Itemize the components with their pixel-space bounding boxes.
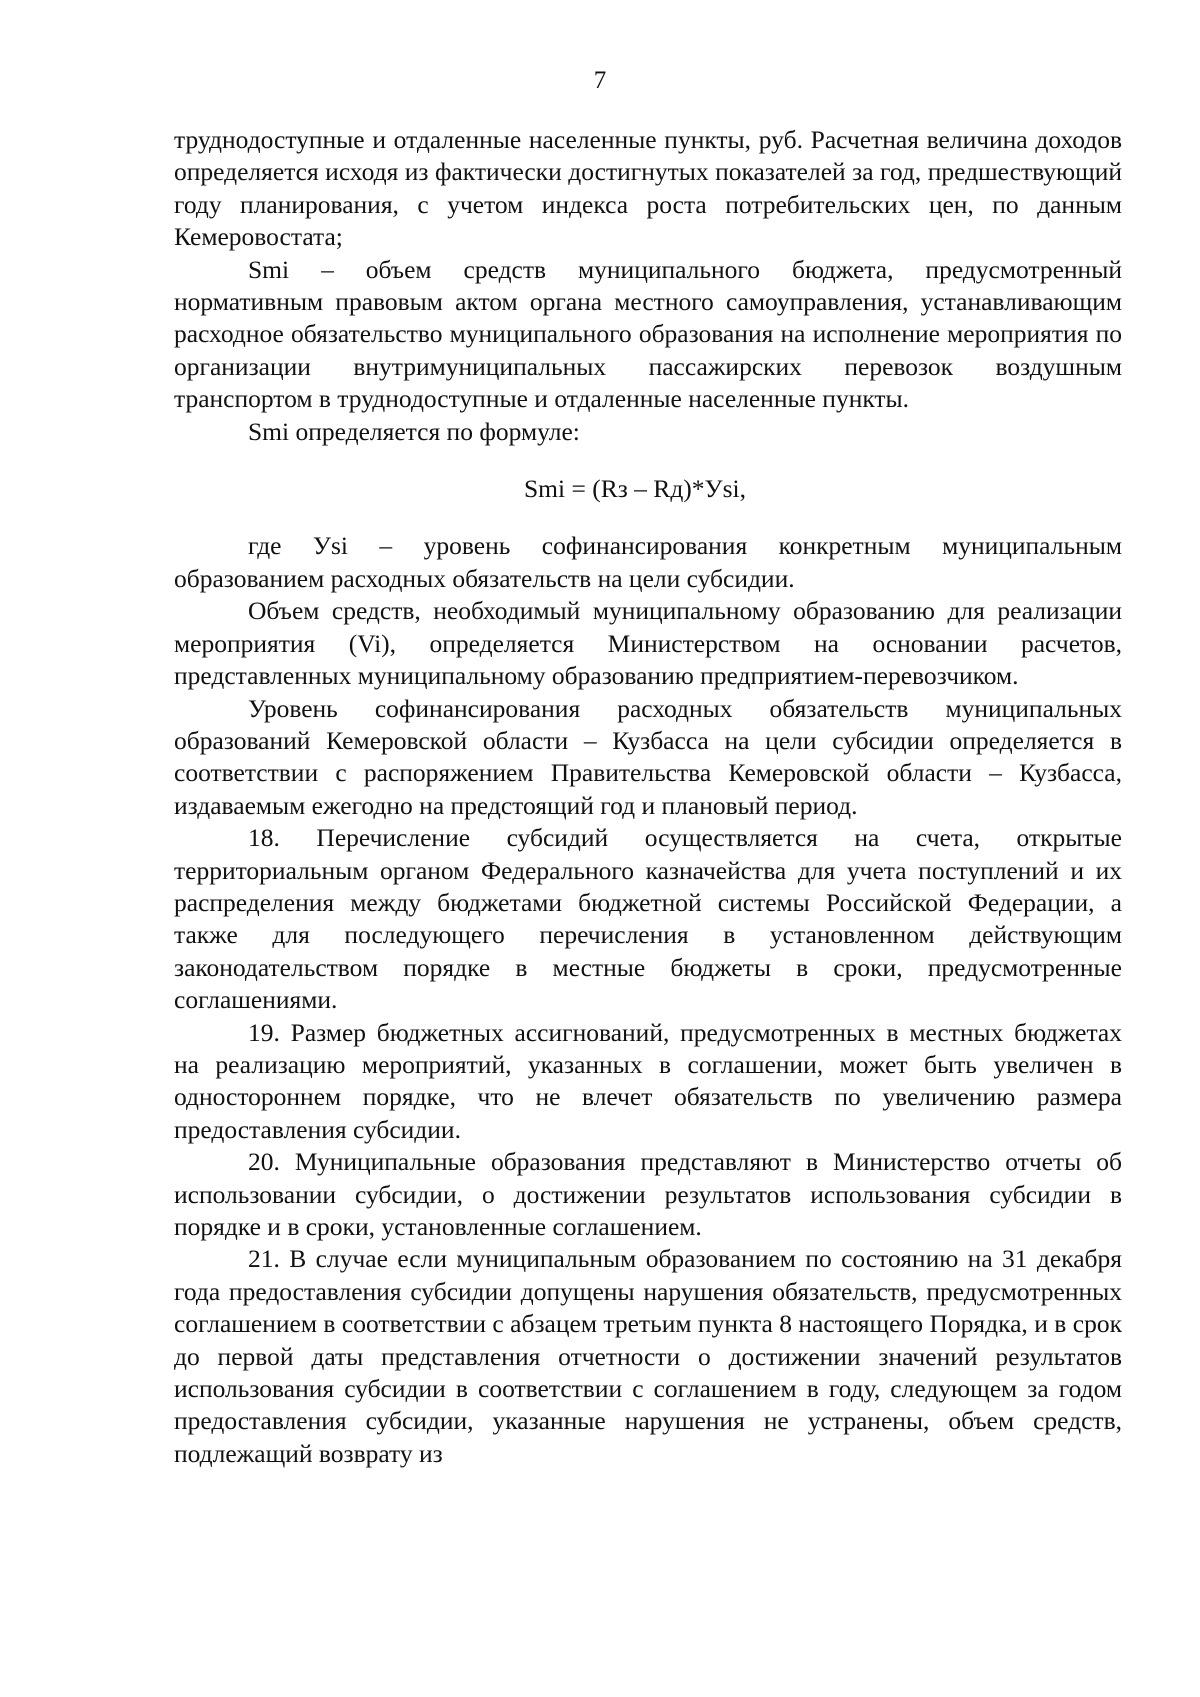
paragraph-item-21: 21. В случае если муниципальным образованием по состоянию на 31 декабря года предоставления субсидии допущены нарушения обязательств, предусмотренных соглашением в соответствии с абзацем третьим пункта 8 настоящего Порядка, и в срок до первой даты представления отчетности о достижении значений результатов использования субсидии в соответствии с соглашением в году, следующем за годом предоставления субсидии, указанные нарушения не устранены, объем средств, подлежащий возврату из (174, 1244, 1122, 1468)
paragraph: Объем средств, необходимый муниципальному образованию для реализации мероприятия (Vi), определяется Министерством на основании расчетов, представленных муниципальному образованию предприятием-перевозчиком. (174, 596, 1122, 691)
paragraph: Smi – объем средств муниципального бюджета, предусмотренный нормативным правовым актом органа местного самоуправления, устанавливающим расходное обязательство муниципального образования на исполнение мероприятия по организации внутримуниципальных пассажирских перевозок воздушным транспортом в труднодоступные и отдаленные населенные пункты. (174, 254, 1122, 414)
formula: Smi = (Rз – Rд)*Уsi, (524, 474, 746, 504)
paragraph: где Уsi – уровень софинансирования конкретным муниципальным образованием расходных обязательств на цели субсидии. (174, 531, 1122, 593)
document-body (174, 124, 1122, 1470)
paragraph-item-18: 18. Перечисление субсидий осуществляется на счета, открытые территориальным органом Федерального казначейства для учета поступлений и их распределения между бюджетами бюджетной системы Российской Федерации, а также для последующего перечисления в установленном действующим законодательством порядке в местные бюджеты в сроки, предусмотренные соглашениями. (174, 823, 1122, 1015)
paragraph-item-19: 19. Размер бюджетных ассигнований, предусмотренных в местных бюджетах на реализацию мероприятий, указанных в соглашении, может быть увеличен в одностороннем порядке, что не влечет обязательств по увеличению размера предоставления субсидии. (174, 1017, 1122, 1144)
page-number: 7 (593, 67, 607, 94)
paragraph-item-20: 20. Муниципальные образования представляют в Министерство отчеты об использовании субсидии, о достижении результатов использования субсидии в порядке и в сроки, установленные соглашением. (174, 1147, 1122, 1241)
paragraph: Уровень софинансирования расходных обязательств муниципальных образований Кемеровской области – Кузбасса на цели субсидии определяется в соответствии с распоряжением Правительства Кемеровской области – Кузбасса, издаваемым ежегодно на предстоящий год и плановый период. (174, 693, 1122, 820)
paragraph: Smi определяется по формуле: (248, 416, 580, 446)
paragraph: труднодоступные и отдаленные населенные пункты, руб. Расчетная величина доходов определяется исходя из фактически достигнутых показателей за год, предшествующий году планирования, с учетом индекса роста потребительских цен, по данным Кемеровостата; (174, 125, 1122, 252)
